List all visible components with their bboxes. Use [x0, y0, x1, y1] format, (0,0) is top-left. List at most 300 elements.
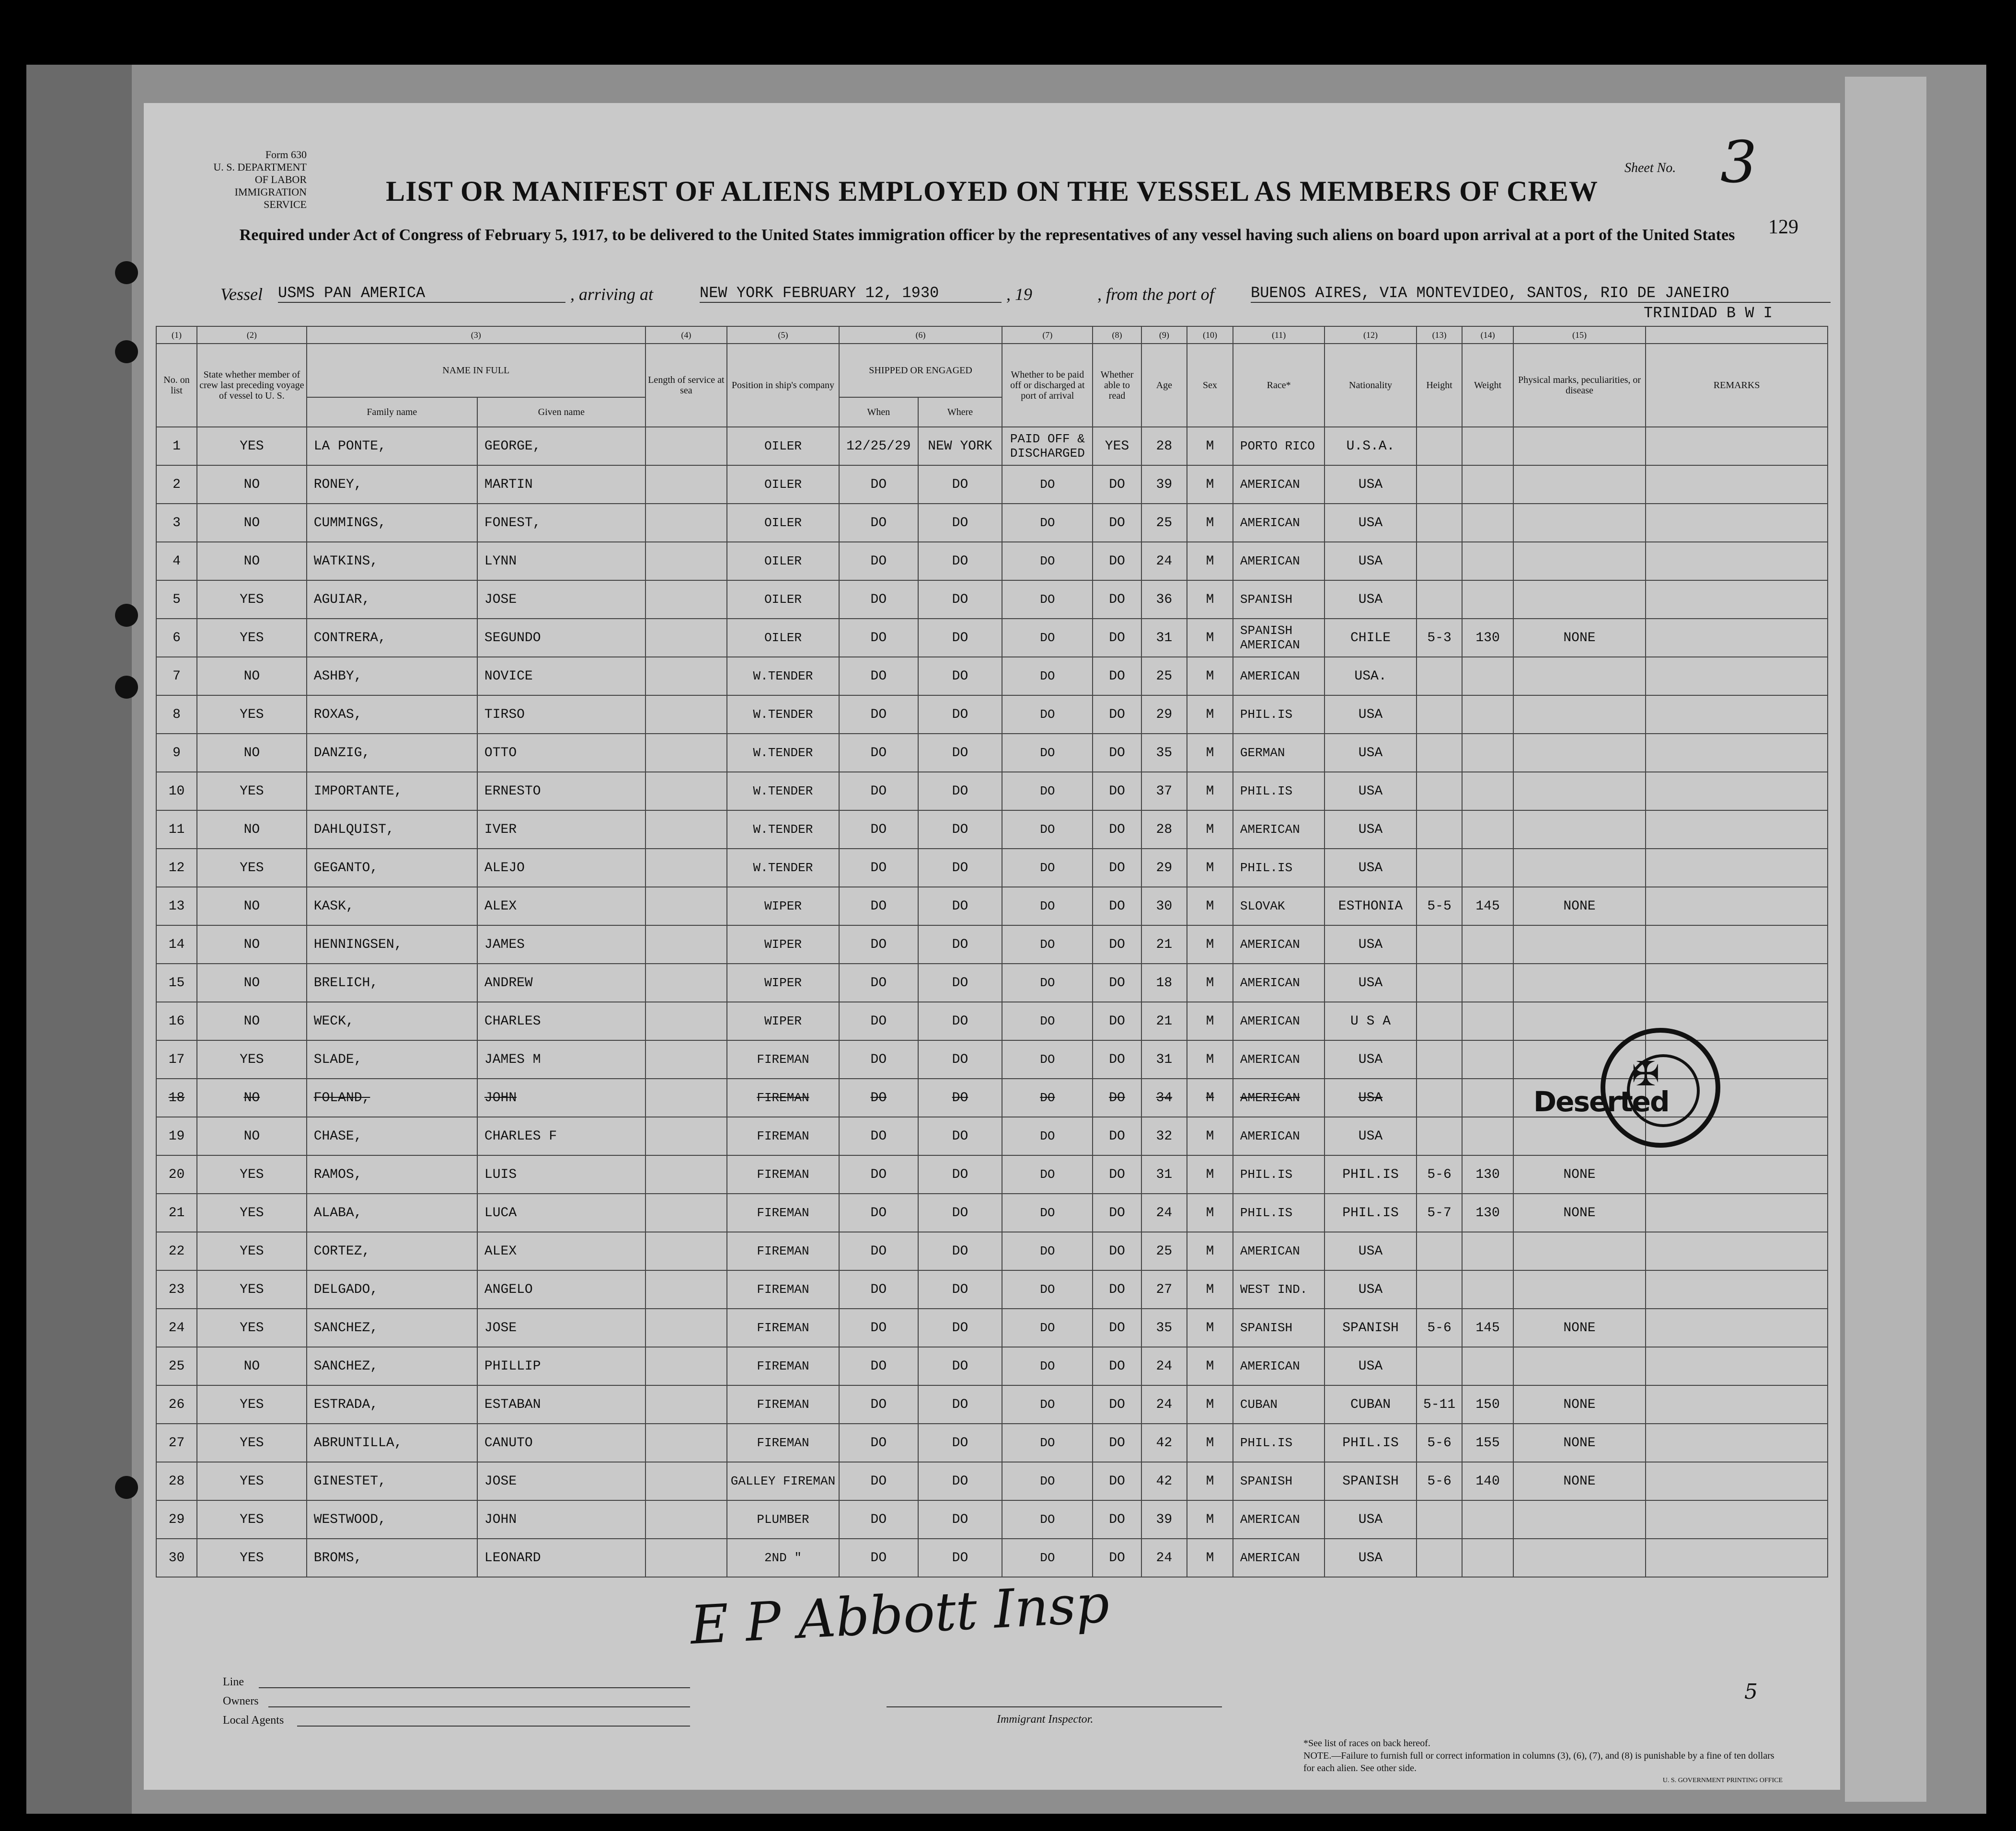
- cell-remarks: [1646, 657, 1828, 695]
- cell-race: AMERICAN: [1233, 964, 1325, 1002]
- cell-prev-voyage: NO: [197, 1079, 307, 1117]
- col-num-remarks: [1646, 326, 1828, 344]
- crew-manifest-table: [156, 326, 1828, 1578]
- cell-no: 28: [156, 1462, 197, 1500]
- cell-given-name: LEONARD: [477, 1539, 645, 1577]
- department-name: U. S. DEPARTMENT OF LABOR: [213, 161, 307, 185]
- cell-position: W.TENDER: [727, 695, 839, 734]
- cell-physical-marks: NONE: [1513, 1309, 1646, 1347]
- header-where: Where: [918, 397, 1002, 427]
- cell-physical-marks: [1513, 925, 1646, 964]
- vessel-name: USMS PAN AMERICA: [278, 284, 565, 303]
- cell-race: PORTO RICO: [1233, 427, 1325, 465]
- cell-no: 18: [156, 1079, 197, 1117]
- cell-sex: M: [1187, 1500, 1233, 1539]
- cell-sex: M: [1187, 925, 1233, 964]
- cell-position: FIREMAN: [727, 1079, 839, 1117]
- cell-nationality: USA: [1325, 695, 1416, 734]
- cell-able-to-read: DO: [1093, 580, 1141, 619]
- cell-length-of-service: [645, 964, 727, 1002]
- cell-prev-voyage: NO: [197, 734, 307, 772]
- header-nationality: Nationality: [1325, 344, 1416, 427]
- cell-weight: 145: [1462, 1309, 1513, 1347]
- cell-sex: M: [1187, 504, 1233, 542]
- cell-where: DO: [918, 772, 1002, 810]
- cell-able-to-read: DO: [1093, 887, 1141, 925]
- cell-paid-off: DO: [1002, 1194, 1093, 1232]
- cell-age: 30: [1141, 887, 1187, 925]
- cell-sex: M: [1187, 1309, 1233, 1347]
- header-position: Position in ship's company: [727, 344, 839, 427]
- cell-paid-off: DO: [1002, 887, 1093, 925]
- cell-able-to-read: DO: [1093, 925, 1141, 964]
- cell-paid-off: DO: [1002, 1040, 1093, 1079]
- cell-when: DO: [839, 1040, 918, 1079]
- cell-no: 30: [156, 1539, 197, 1577]
- table-row: [156, 1500, 1828, 1539]
- line-label: Line: [223, 1676, 244, 1688]
- cell-able-to-read: DO: [1093, 810, 1141, 849]
- table-row: [156, 1002, 1828, 1040]
- cell-nationality: USA.: [1325, 657, 1416, 695]
- cell-length-of-service: [645, 1424, 727, 1462]
- cell-length-of-service: [645, 849, 727, 887]
- cell-paid-off: DO: [1002, 772, 1093, 810]
- cell-remarks: [1646, 695, 1828, 734]
- cell-age: 35: [1141, 734, 1187, 772]
- cell-remarks: [1646, 1347, 1828, 1385]
- cell-weight: [1462, 810, 1513, 849]
- cell-length-of-service: [645, 734, 727, 772]
- cell-weight: [1462, 925, 1513, 964]
- col-num: (8): [1093, 326, 1141, 344]
- cell-length-of-service: [645, 887, 727, 925]
- cell-family-name: KASK,: [307, 887, 477, 925]
- cell-race: AMERICAN: [1233, 1347, 1325, 1385]
- cell-nationality: USA: [1325, 925, 1416, 964]
- table-row: [156, 1462, 1828, 1500]
- cell-position: FIREMAN: [727, 1040, 839, 1079]
- header-weight: Weight: [1462, 344, 1513, 427]
- cell-paid-off: DO: [1002, 1309, 1093, 1347]
- cell-able-to-read: DO: [1093, 1002, 1141, 1040]
- col-num: (12): [1325, 326, 1416, 344]
- table-row: [156, 1194, 1828, 1232]
- cell-age: 31: [1141, 619, 1187, 657]
- cell-where: DO: [918, 1500, 1002, 1539]
- cell-given-name: JOHN: [477, 1079, 645, 1117]
- cell-position: W.TENDER: [727, 657, 839, 695]
- cell-family-name: FOLAND,: [307, 1079, 477, 1117]
- cell-physical-marks: NONE: [1513, 1385, 1646, 1424]
- table-row: [156, 1117, 1828, 1155]
- cell-length-of-service: [645, 1079, 727, 1117]
- col-num: (4): [645, 326, 727, 344]
- cell-family-name: GINESTET,: [307, 1462, 477, 1500]
- cell-age: 25: [1141, 657, 1187, 695]
- cell-nationality: USA: [1325, 1539, 1416, 1577]
- table-row: [156, 1385, 1828, 1424]
- cell-position: WIPER: [727, 1002, 839, 1040]
- form-number: Form 630: [265, 149, 307, 161]
- cell-height: [1417, 1040, 1463, 1079]
- cell-given-name: TIRSO: [477, 695, 645, 734]
- cell-physical-marks: NONE: [1513, 1194, 1646, 1232]
- cell-when: DO: [839, 734, 918, 772]
- cell-prev-voyage: YES: [197, 1194, 307, 1232]
- cell-physical-marks: NONE: [1513, 887, 1646, 925]
- cell-given-name: JAMES: [477, 925, 645, 964]
- table-row: [156, 1155, 1828, 1194]
- page-reference-number: 129: [1768, 216, 1798, 238]
- cell-age: 25: [1141, 504, 1187, 542]
- cell-no: 25: [156, 1347, 197, 1385]
- cell-remarks: [1646, 1462, 1828, 1500]
- cell-position: FIREMAN: [727, 1385, 839, 1424]
- cell-age: 24: [1141, 1539, 1187, 1577]
- cell-paid-off: DO: [1002, 1002, 1093, 1040]
- cell-prev-voyage: YES: [197, 772, 307, 810]
- service-name: IMMIGRATION SERVICE: [234, 186, 307, 210]
- cell-prev-voyage: YES: [197, 1309, 307, 1347]
- cell-age: 29: [1141, 695, 1187, 734]
- cell-height: [1417, 465, 1463, 504]
- table-row: [156, 1232, 1828, 1270]
- cell-physical-marks: [1513, 1270, 1646, 1309]
- cell-sex: M: [1187, 772, 1233, 810]
- cell-paid-off: DO: [1002, 619, 1093, 657]
- cell-given-name: ESTABAN: [477, 1385, 645, 1424]
- cell-position: FIREMAN: [727, 1424, 839, 1462]
- cell-height: [1417, 1347, 1463, 1385]
- cell-given-name: JAMES M: [477, 1040, 645, 1079]
- cell-nationality: U S A: [1325, 1002, 1416, 1040]
- cell-given-name: JOSE: [477, 580, 645, 619]
- cell-able-to-read: DO: [1093, 849, 1141, 887]
- col-num: (7): [1002, 326, 1093, 344]
- cell-prev-voyage: YES: [197, 427, 307, 465]
- cell-length-of-service: [645, 1462, 727, 1500]
- cell-weight: [1462, 1500, 1513, 1539]
- cell-physical-marks: [1513, 1539, 1646, 1577]
- cell-family-name: ROXAS,: [307, 695, 477, 734]
- col-num: (3): [307, 326, 645, 344]
- cell-where: DO: [918, 1539, 1002, 1577]
- cell-position: W.TENDER: [727, 772, 839, 810]
- cell-family-name: ASHBY,: [307, 657, 477, 695]
- cell-where: DO: [918, 657, 1002, 695]
- cell-race: AMERICAN: [1233, 542, 1325, 580]
- cell-where: DO: [918, 925, 1002, 964]
- cell-paid-off: DO: [1002, 925, 1093, 964]
- binder-hole: [115, 604, 138, 627]
- cell-age: 21: [1141, 925, 1187, 964]
- cell-position: W.TENDER: [727, 810, 839, 849]
- cell-no: 7: [156, 657, 197, 695]
- col-num: (14): [1462, 326, 1513, 344]
- origin-port-continued: TRINIDAD B W I: [1644, 304, 1773, 322]
- cell-sex: M: [1187, 1424, 1233, 1462]
- cell-family-name: DANZIG,: [307, 734, 477, 772]
- cell-able-to-read: DO: [1093, 1539, 1141, 1577]
- cell-no: 6: [156, 619, 197, 657]
- cell-family-name: ESTRADA,: [307, 1385, 477, 1424]
- sheet-label: Sheet No.: [1624, 161, 1676, 175]
- cell-length-of-service: [645, 1040, 727, 1079]
- header-remarks: REMARKS: [1646, 344, 1828, 427]
- header-given-name: Given name: [477, 397, 645, 427]
- cell-no: 13: [156, 887, 197, 925]
- cell-remarks: [1646, 1270, 1828, 1309]
- cell-height: [1417, 695, 1463, 734]
- cell-no: 21: [156, 1194, 197, 1232]
- cell-weight: [1462, 964, 1513, 1002]
- cell-weight: 140: [1462, 1462, 1513, 1500]
- cell-where: DO: [918, 1424, 1002, 1462]
- cell-race: AMERICAN: [1233, 1002, 1325, 1040]
- cell-nationality: USA: [1325, 542, 1416, 580]
- cell-age: 42: [1141, 1424, 1187, 1462]
- cell-prev-voyage: YES: [197, 580, 307, 619]
- cell-where: DO: [918, 1155, 1002, 1194]
- cell-remarks: [1646, 580, 1828, 619]
- cell-when: 12/25/29: [839, 427, 918, 465]
- cell-remarks: [1646, 1232, 1828, 1270]
- table-row: [156, 657, 1828, 695]
- cell-race: PHIL.IS: [1233, 1424, 1325, 1462]
- cell-where: DO: [918, 849, 1002, 887]
- cell-position: 2ND ": [727, 1539, 839, 1577]
- manifest-rows: [156, 427, 1828, 1577]
- cell-nationality: U.S.A.: [1325, 427, 1416, 465]
- cell-where: DO: [918, 1462, 1002, 1500]
- cell-length-of-service: [645, 542, 727, 580]
- cell-race: AMERICAN: [1233, 465, 1325, 504]
- cell-height: 5-6: [1417, 1155, 1463, 1194]
- cell-weight: [1462, 427, 1513, 465]
- cell-where: DO: [918, 542, 1002, 580]
- cell-age: 21: [1141, 1002, 1187, 1040]
- cell-position: GALLEY FIREMAN: [727, 1462, 839, 1500]
- cell-race: AMERICAN: [1233, 657, 1325, 695]
- cell-sex: M: [1187, 580, 1233, 619]
- cell-given-name: LUIS: [477, 1155, 645, 1194]
- cell-height: 5-11: [1417, 1385, 1463, 1424]
- cell-race: CUBAN: [1233, 1385, 1325, 1424]
- cell-where: DO: [918, 619, 1002, 657]
- cell-height: [1417, 1539, 1463, 1577]
- cell-no: 14: [156, 925, 197, 964]
- cell-age: 24: [1141, 1194, 1187, 1232]
- header-shipped-engaged: SHIPPED OR ENGAGED: [839, 344, 1002, 397]
- header-prev-voyage: State whether member of crew last preceding voyage of vessel to U. S.: [197, 344, 307, 427]
- cell-height: [1417, 504, 1463, 542]
- cell-position: PLUMBER: [727, 1500, 839, 1539]
- arriving-label: , arriving at: [570, 285, 654, 304]
- cell-given-name: ANDREW: [477, 964, 645, 1002]
- cell-race: PHIL.IS: [1233, 1155, 1325, 1194]
- cell-when: DO: [839, 695, 918, 734]
- cell-family-name: CUMMINGS,: [307, 504, 477, 542]
- header-family-name: Family name: [307, 397, 477, 427]
- cell-weight: [1462, 695, 1513, 734]
- cell-height: 5-6: [1417, 1309, 1463, 1347]
- cell-family-name: WATKINS,: [307, 542, 477, 580]
- cell-family-name: WESTWOOD,: [307, 1500, 477, 1539]
- header-sex: Sex: [1187, 344, 1233, 427]
- cell-position: OILER: [727, 427, 839, 465]
- cell-family-name: AGUIAR,: [307, 580, 477, 619]
- table-row: [156, 772, 1828, 810]
- cell-when: DO: [839, 810, 918, 849]
- cell-position: WIPER: [727, 887, 839, 925]
- cell-prev-voyage: NO: [197, 810, 307, 849]
- cell-nationality: USA: [1325, 964, 1416, 1002]
- cell-weight: 150: [1462, 1385, 1513, 1424]
- cell-sex: M: [1187, 1270, 1233, 1309]
- cell-length-of-service: [645, 657, 727, 695]
- cell-physical-marks: NONE: [1513, 1155, 1646, 1194]
- cell-paid-off: DO: [1002, 1347, 1093, 1385]
- cell-able-to-read: DO: [1093, 619, 1141, 657]
- cell-no: 1: [156, 427, 197, 465]
- cell-where: DO: [918, 1002, 1002, 1040]
- col-num: (13): [1417, 326, 1463, 344]
- document-title: LIST OR MANIFEST OF ALIENS EMPLOYED ON THE VESSEL AS MEMBERS OF CREW: [386, 175, 1598, 207]
- cell-no: 4: [156, 542, 197, 580]
- cell-weight: [1462, 465, 1513, 504]
- cell-able-to-read: DO: [1093, 1232, 1141, 1270]
- binder-hole: [115, 676, 138, 699]
- cell-sex: M: [1187, 734, 1233, 772]
- cell-no: 29: [156, 1500, 197, 1539]
- cell-physical-marks: NONE: [1513, 619, 1646, 657]
- cell-weight: [1462, 1002, 1513, 1040]
- races-note: *See list of races on back hereof.: [1303, 1738, 1430, 1749]
- cell-no: 23: [156, 1270, 197, 1309]
- cell-paid-off: PAID OFF & DISCHARGED: [1002, 427, 1093, 465]
- cell-sex: M: [1187, 1462, 1233, 1500]
- cell-nationality: SPANISH: [1325, 1309, 1416, 1347]
- cell-prev-voyage: YES: [197, 1424, 307, 1462]
- cell-sex: M: [1187, 810, 1233, 849]
- cell-when: DO: [839, 1309, 918, 1347]
- cell-race: AMERICAN: [1233, 925, 1325, 964]
- cell-race: AMERICAN: [1233, 504, 1325, 542]
- cell-when: DO: [839, 1424, 918, 1462]
- cell-no: 8: [156, 695, 197, 734]
- cell-physical-marks: [1513, 504, 1646, 542]
- cell-paid-off: DO: [1002, 849, 1093, 887]
- cell-age: 39: [1141, 465, 1187, 504]
- cell-race: AMERICAN: [1233, 1079, 1325, 1117]
- cell-when: DO: [839, 1462, 918, 1500]
- cell-weight: [1462, 1040, 1513, 1079]
- inspector-signature: E P Abbott Insp: [689, 1573, 1111, 1656]
- cell-family-name: ABRUNTILLA,: [307, 1424, 477, 1462]
- cell-prev-voyage: NO: [197, 1117, 307, 1155]
- cell-given-name: MARTIN: [477, 465, 645, 504]
- cell-race: AMERICAN: [1233, 1232, 1325, 1270]
- cell-position: W.TENDER: [727, 734, 839, 772]
- cell-given-name: PHILLIP: [477, 1347, 645, 1385]
- cell-race: SPANISH: [1233, 580, 1325, 619]
- cell-physical-marks: [1513, 849, 1646, 887]
- cell-able-to-read: DO: [1093, 657, 1141, 695]
- cell-where: DO: [918, 1309, 1002, 1347]
- cell-height: [1417, 1079, 1463, 1117]
- cell-height: [1417, 1002, 1463, 1040]
- table-row: [156, 619, 1828, 657]
- cell-able-to-read: DO: [1093, 1194, 1141, 1232]
- col-num: (11): [1233, 326, 1325, 344]
- cell-prev-voyage: YES: [197, 1539, 307, 1577]
- cell-given-name: CHARLES: [477, 1002, 645, 1040]
- header-age: Age: [1141, 344, 1187, 427]
- cell-age: 42: [1141, 1462, 1187, 1500]
- cell-height: [1417, 427, 1463, 465]
- cell-age: 24: [1141, 542, 1187, 580]
- cell-weight: [1462, 772, 1513, 810]
- vessel-line: [220, 284, 1831, 311]
- cell-no: 5: [156, 580, 197, 619]
- cell-able-to-read: DO: [1093, 1500, 1141, 1539]
- cell-position: OILER: [727, 465, 839, 504]
- margin-number: 5: [1744, 1680, 1758, 1704]
- cell-weight: [1462, 504, 1513, 542]
- cell-prev-voyage: YES: [197, 695, 307, 734]
- header-no-on-list: No. on list: [156, 344, 197, 427]
- cell-length-of-service: [645, 1347, 727, 1385]
- column-number-row: [156, 326, 1828, 344]
- cell-when: DO: [839, 1002, 918, 1040]
- cell-prev-voyage: NO: [197, 887, 307, 925]
- cell-prev-voyage: YES: [197, 619, 307, 657]
- cell-age: 25: [1141, 1232, 1187, 1270]
- cell-weight: [1462, 1117, 1513, 1155]
- cell-able-to-read: DO: [1093, 964, 1141, 1002]
- cell-length-of-service: [645, 1155, 727, 1194]
- cell-where: DO: [918, 1270, 1002, 1309]
- cell-able-to-read: YES: [1093, 427, 1141, 465]
- cell-nationality: ESTHONIA: [1325, 887, 1416, 925]
- cell-race: PHIL.IS: [1233, 695, 1325, 734]
- arrival-port-date: NEW YORK FEBRUARY 12, 1930: [700, 284, 1002, 303]
- cell-able-to-read: DO: [1093, 1117, 1141, 1155]
- table-row: [156, 1539, 1828, 1577]
- cell-able-to-read: DO: [1093, 1270, 1141, 1309]
- cell-length-of-service: [645, 1117, 727, 1155]
- col-num: (9): [1141, 326, 1187, 344]
- cell-physical-marks: [1513, 542, 1646, 580]
- penalty-note: NOTE.—Failure to furnish full or correct information in columns (3), (6), (7), and (8) is punishable by a fine of ten dollars for each alien. See other side.: [1303, 1750, 1774, 1773]
- cell-remarks: [1646, 810, 1828, 849]
- from-label: , from the port of: [1097, 285, 1214, 304]
- cell-given-name: ERNESTO: [477, 772, 645, 810]
- cell-remarks: [1646, 1385, 1828, 1424]
- cell-age: 24: [1141, 1385, 1187, 1424]
- cell-prev-voyage: YES: [197, 849, 307, 887]
- cell-length-of-service: [645, 427, 727, 465]
- cell-position: FIREMAN: [727, 1309, 839, 1347]
- cell-where: DO: [918, 1040, 1002, 1079]
- cell-able-to-read: DO: [1093, 734, 1141, 772]
- cell-when: DO: [839, 1079, 918, 1117]
- cell-position: OILER: [727, 504, 839, 542]
- cell-given-name: ALEX: [477, 1232, 645, 1270]
- table-row: [156, 580, 1828, 619]
- cell-able-to-read: DO: [1093, 695, 1141, 734]
